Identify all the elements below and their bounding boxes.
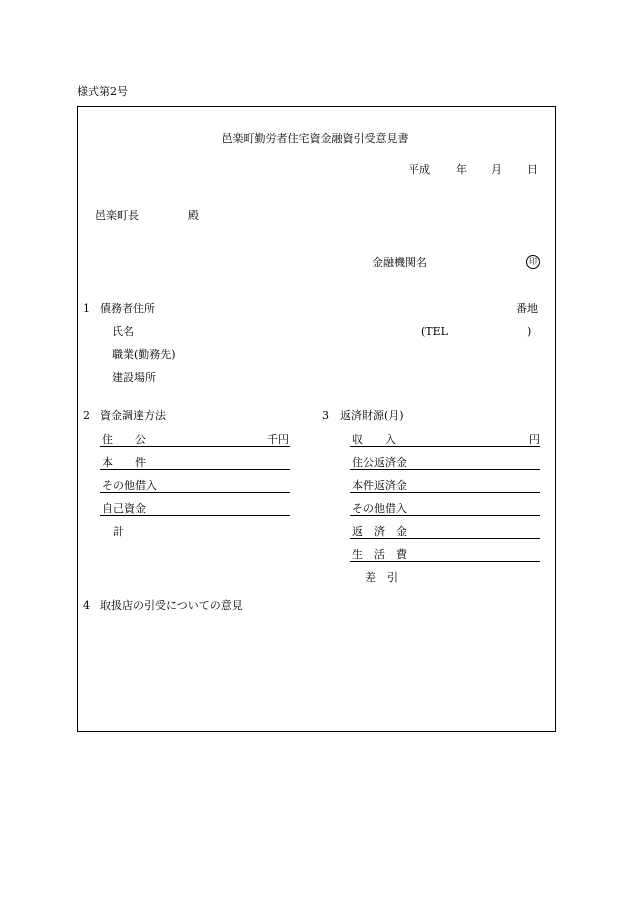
repayment-row-label: 生 活 費 (352, 548, 407, 561)
funding-unit: 千円 (267, 433, 289, 446)
funding-row-label: 住 公 (102, 433, 146, 446)
funding-row-line (100, 515, 290, 516)
funding-total-label: 計 (113, 525, 124, 538)
form-title: 邑楽町勤労者住宅資金融資引受意見書 (221, 132, 409, 145)
name-label: 氏名 (112, 325, 134, 338)
funding-row-label: 本 件 (102, 456, 146, 469)
date-era: 平成 (408, 163, 430, 176)
repayment-row-line (350, 469, 540, 470)
repayment-row-line (350, 515, 540, 516)
section1-number: 1 (83, 302, 90, 315)
funding-row-line (100, 446, 290, 447)
date-day: 日 (527, 163, 538, 176)
repayment-heading: 返済財源(月) (340, 409, 404, 422)
tel-close: ) (527, 325, 532, 338)
date-month: 月 (491, 163, 502, 176)
repayment-row-label: 住公返済金 (352, 456, 407, 469)
construction-site-label: 建設場所 (112, 371, 156, 384)
date-year: 年 (456, 163, 467, 176)
repayment-row-label: 返 済 金 (352, 525, 407, 538)
funding-heading: 資金調達方法 (100, 409, 166, 422)
branch-opinion-heading: 取扱店の引受についての意見 (100, 599, 243, 612)
repayment-row-label: 本件返済金 (352, 479, 407, 492)
repayment-unit: 円 (529, 433, 540, 446)
debtor-address-label: 債務者住所 (100, 302, 155, 315)
institution-label: 金融機関名 (372, 256, 427, 269)
section4-number: 4 (83, 599, 90, 612)
repayment-row-line (350, 561, 540, 562)
repayment-row-line (350, 492, 540, 493)
address-suffix: 番地 (516, 302, 538, 315)
repayment-row-line (350, 538, 540, 539)
repayment-row-line (350, 446, 540, 447)
addressee-name: 邑楽町長 (95, 209, 139, 222)
funding-row-label: 自己資金 (102, 502, 146, 515)
section2-number: 2 (83, 409, 90, 422)
funding-row-line (100, 492, 290, 493)
section3-number: 3 (322, 409, 329, 422)
seal-icon: 印 (526, 255, 540, 269)
funding-row-label: その他借入 (102, 479, 157, 492)
tel-open: (TEL (421, 325, 448, 338)
funding-row-line (100, 469, 290, 470)
occupation-label: 職業(勤務先) (112, 348, 176, 361)
repayment-row-label: その他借入 (352, 502, 407, 515)
form-number: 様式第2号 (77, 85, 128, 98)
balance-label: 差 引 (365, 571, 398, 584)
addressee-honorific: 殿 (188, 209, 199, 222)
repayment-row-label: 収 入 (352, 433, 396, 446)
